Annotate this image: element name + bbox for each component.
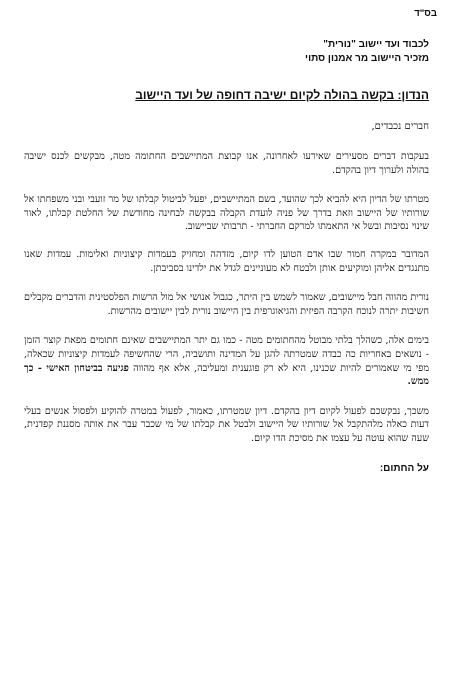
recipient-line-1: לכבוד ועד יישוב "נורית"	[323, 39, 429, 50]
recipient-line-2: מזכיר היישוב מר אמנון סתוי	[305, 53, 429, 64]
paragraph-4: נורית מהווה חבל מיישובים, שאמור לשמש בין היתר, כגבול אנושי אל מול הרשות הפלסטינית והדברים מקבלים חשיבות יתרה לנוכח הקרבה הפיזית והגיאוגרפית בין היישוב נורית לבין יישובים מהרשות.	[24, 292, 429, 317]
paragraph-5-text: בימים אלה, כשהלך בלתי מבוטל מהחתומים מטה - כמו גם יתר המתיישבים שאינם חתומים מפאת קוצר הזמן - נושאים באחריות כה כבדה שמטרתה להגן על המדינה ותושביה, הרי שהחשיפה לעמדות קיצוניות שכאלה, מפי מי שאמורים להיות שכנינו, היא לא רק פוגענית ומעליבה, אלא אף מהווה	[24, 335, 430, 374]
paragraph-1: בעקבות דברים מסעירים שאירעו לאחרונה, אנו קבוצת המתיישבים החתומה מטה, מבקשים לכנס ישיבה בהולה ולערוך דיון בהקדם.	[24, 151, 429, 176]
paragraph-3: המדובר במקרה חמור שבו אדם הטוען לדו קיום, מזדהה ומחזיק בעמדות קיצוניות ואלימות. עמדות שאנו מתנגדים אליהן ומוקיעים אותן ולבטח לא מעוניינים לגדל את ילדינו בסביבתן.	[24, 248, 429, 274]
paragraph-2: מטרתו של הדיון היא להביא לכך שהועד, בשם המתיישבים, יפעל לביטול קבלתו של מר זועבי ובני משפחתו אל שורותיו של היישוב וזאת בדרך של פניה לועדת הקבלה בבקשה לבחינה מחודשת של החלטת קבלתו, לאור שינוי נסיבות ובשל אי התאמתו למרקם החברתי - תרבותי שביישוב.	[24, 194, 429, 233]
greeting: חברים נכבדים,	[371, 121, 429, 132]
paragraph-6: משכך, נבקשכם לפעול לקיום דיון בהקדם. דיון שמטרתו, כאמור, לפעול במטרה להוקיע ולפסול אנשים בעלי דעות כאלה מלהתקבל אל שורותיו של היישוב ולבטל את קבלתו של מי שכבר עבר את אותה מסננת קפדנית, שעה שהוא עוטה על עצמו את מסיכת הדו קיום.	[24, 405, 429, 444]
recipients-block	[24, 38, 429, 66]
signature-label: על החתום:	[379, 462, 429, 474]
subject-line: הנדון: בקשה בהולה לקיום ישיבה דחופה של ועד היישוב	[135, 88, 429, 102]
bsd-header: בס"ד	[414, 8, 437, 19]
paragraph-5	[24, 334, 429, 388]
paragraph-5-bold-text: פגיעה בביטחון האישי - כך ממש.	[24, 362, 429, 388]
